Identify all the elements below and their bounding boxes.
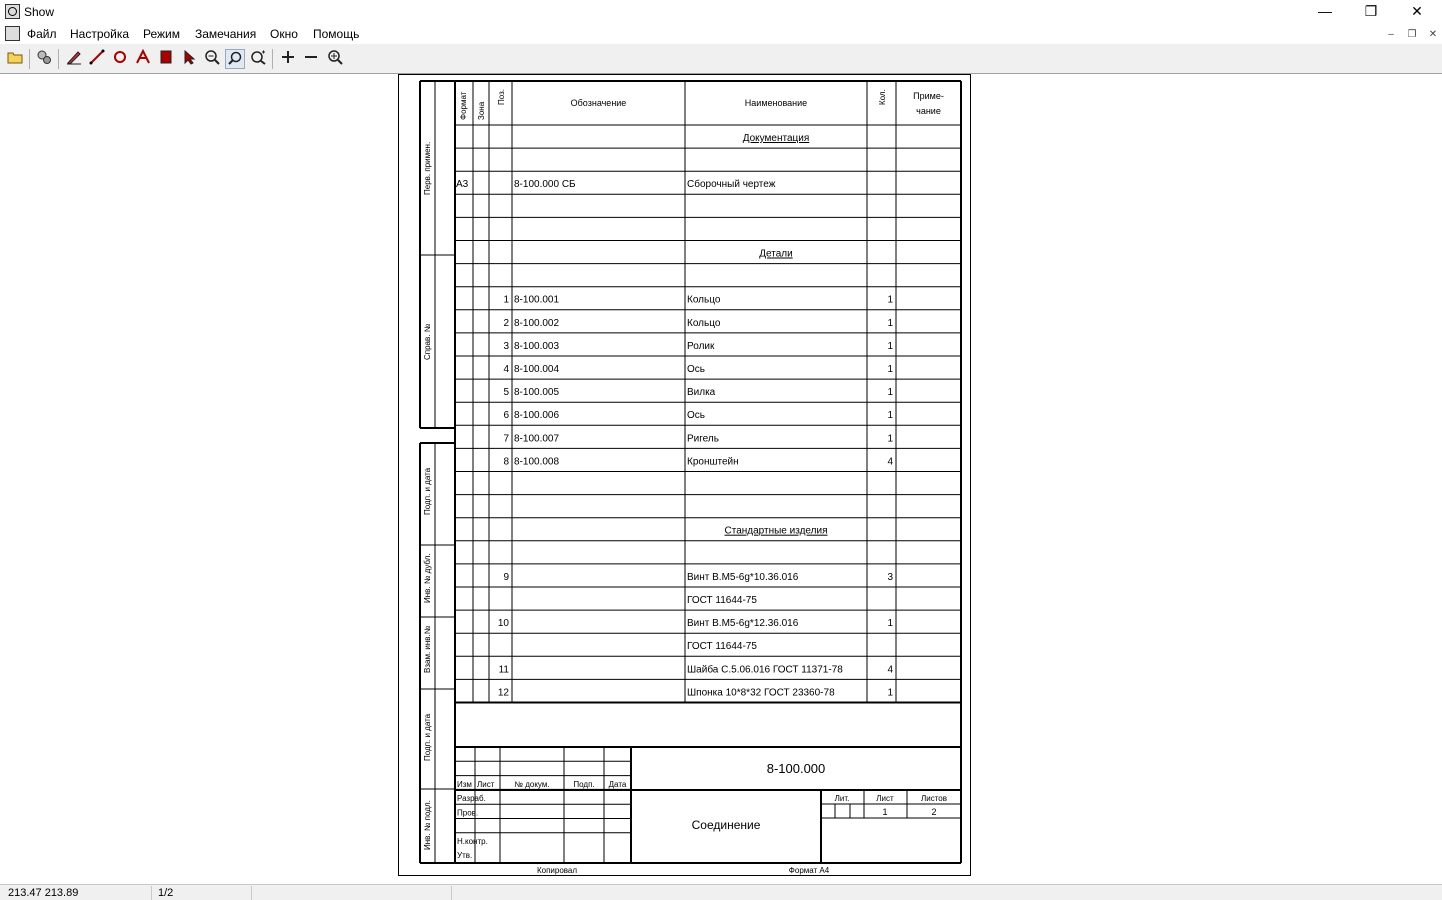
header-designation: Обозначение	[570, 98, 627, 108]
cell-quantity: 1	[887, 618, 893, 630]
cell-name: Кронштейн	[687, 456, 739, 468]
cell-designation: 8-100.005	[514, 387, 560, 399]
side-label: Инв. № подл.	[423, 800, 432, 850]
header-format: Формат	[459, 91, 468, 120]
drawing-sheet	[398, 74, 971, 876]
side-label: Инв. № дубл.	[423, 553, 432, 603]
cell-quantity: 4	[887, 664, 893, 676]
header-zone: Зона	[477, 101, 486, 120]
cell-quantity: 1	[887, 364, 893, 375]
title-bar	[0, 0, 1442, 24]
toolbar-separator	[29, 49, 30, 69]
cell-position: 7	[503, 433, 509, 445]
circle-icon[interactable]	[110, 49, 130, 69]
menu-file[interactable]: Файл	[27, 27, 57, 41]
cell-name: Ригель	[687, 433, 719, 445]
mdi-restore-button[interactable]: ❐	[1407, 29, 1417, 40]
cell-position: 6	[503, 410, 509, 422]
cell-name: Шайба С.5.06.016 ГОСТ 11371-78	[687, 664, 843, 676]
line-icon[interactable]	[87, 49, 107, 69]
footer-copied: Копировал	[536, 866, 578, 875]
footer-format: Формат А4	[788, 866, 830, 875]
pan-zoom-icon[interactable]	[225, 49, 245, 69]
cell-quantity: 1	[887, 387, 893, 399]
cell-name: Кольцо	[687, 294, 721, 306]
coordinates-readout: 213.47 213.89	[2, 886, 152, 900]
cell-quantity: 1	[887, 410, 893, 422]
window-title: Show	[24, 5, 55, 19]
cell-name: Винт В.М5-6g*12.36.016	[687, 618, 799, 630]
stamp-sheets: Листов	[921, 794, 947, 803]
header-name: Наименование	[744, 98, 808, 108]
cell-position: 4	[503, 364, 509, 375]
page-icon[interactable]	[156, 49, 176, 69]
mdi-minimize-button[interactable]: –	[1388, 29, 1394, 40]
cell-designation: 8-100.003	[514, 340, 560, 352]
menu-help[interactable]: Помощь	[313, 27, 360, 41]
cell-designation: 8-100.008	[514, 456, 560, 468]
cell-name: Сборочный чертеж	[687, 179, 776, 191]
cell-quantity: 1	[887, 340, 893, 352]
cell-position: 10	[497, 618, 509, 630]
mdi-close-button[interactable]: ✕	[1428, 29, 1438, 40]
text-icon[interactable]	[133, 49, 153, 69]
stamp-lit: Лит.	[834, 794, 850, 803]
plus-icon[interactable]	[278, 49, 298, 69]
app-icon[interactable]	[5, 4, 20, 19]
cell-position: 5	[503, 387, 509, 399]
stamp-sheet: Лист	[876, 794, 894, 803]
menu-remarks[interactable]: Замечания	[195, 27, 257, 41]
side-label: Взам. инв.№	[423, 625, 432, 673]
cell-name: Ось	[687, 410, 705, 422]
stamp-role: Пров.	[457, 808, 479, 818]
stamp-col: № докум.	[514, 779, 550, 789]
zoom-in-icon[interactable]	[248, 49, 268, 69]
toolbar-separator	[58, 49, 59, 69]
document-icon[interactable]	[5, 26, 20, 41]
cell-format: А3	[456, 179, 469, 191]
cell-quantity: 1	[887, 687, 893, 699]
toolbar-separator	[272, 49, 273, 69]
section-heading: Стандартные изделия	[724, 525, 828, 537]
cell-quantity: 1	[887, 294, 893, 306]
header-quantity: Кол.	[878, 89, 887, 105]
sheets-total: 2	[931, 807, 937, 817]
close-button[interactable]: ✕	[1411, 3, 1423, 19]
cell-designation: 8-100.001	[514, 294, 560, 306]
menu-settings[interactable]: Настройка	[70, 27, 130, 41]
cell-position: 9	[503, 571, 509, 583]
cell-name: Ролик	[687, 340, 715, 352]
minimize-button[interactable]: —	[1318, 3, 1332, 19]
menu-bar	[0, 24, 1442, 44]
cell-quantity: 1	[887, 317, 893, 329]
document-view[interactable]	[0, 74, 1442, 884]
minus-icon[interactable]	[301, 49, 321, 69]
cell-designation: 8-100.006	[514, 410, 560, 422]
cell-name: Шпонка 10*8*32 ГОСТ 23360-78	[687, 687, 835, 699]
status-pane	[452, 886, 1440, 900]
document-number: 8-100.000	[766, 761, 826, 776]
open-folder-icon[interactable]	[5, 49, 25, 69]
zoom-out-icon[interactable]	[202, 49, 222, 69]
side-label: Справ. №	[423, 323, 432, 360]
cell-quantity: 4	[887, 456, 893, 468]
cell-designation: 8-100.000 СБ	[514, 179, 576, 191]
settings-icon[interactable]	[34, 49, 54, 69]
side-label: Подп. и дата	[423, 467, 432, 515]
status-bar	[0, 884, 1442, 900]
status-pane	[252, 886, 452, 900]
stamp-col: Лист	[477, 779, 495, 789]
stamp-role: Разраб.	[457, 794, 486, 803]
stamp-col: Изм	[457, 779, 472, 789]
cell-position: 12	[497, 687, 509, 699]
cell-designation: 8-100.002	[514, 317, 560, 329]
stamp-col: Дата	[608, 779, 627, 789]
cell-designation: 8-100.004	[514, 364, 560, 375]
cell-name: Ось	[687, 364, 705, 375]
cell-position: 2	[503, 317, 509, 329]
header-note: чание	[916, 106, 941, 116]
document-title: Соединение	[691, 818, 761, 832]
cell-quantity: 1	[887, 433, 893, 445]
menu-mode[interactable]: Режим	[143, 27, 180, 41]
stamp-role: Утв.	[457, 851, 473, 861]
cell-name: Кольцо	[687, 317, 721, 329]
specification-drawing	[399, 75, 970, 875]
pencil-icon[interactable]	[64, 49, 84, 69]
stamp-role: Н.контр.	[457, 836, 488, 846]
cell-name: ГОСТ 11644-75	[687, 641, 757, 653]
cell-position: 8	[503, 456, 509, 468]
stamp-col: Подп.	[573, 779, 595, 789]
cell-position: 11	[498, 664, 509, 676]
maximize-button[interactable]: ❐	[1364, 3, 1378, 19]
cell-name: Вилка	[687, 387, 716, 399]
menu-window[interactable]: Окно	[270, 27, 298, 41]
side-label: Подп. и дата	[423, 713, 432, 761]
section-heading: Документация	[742, 133, 810, 144]
cell-designation: 8-100.007	[514, 433, 560, 445]
page-indicator: 1/2	[152, 886, 252, 900]
cell-position: 1	[503, 294, 509, 306]
cell-position: 3	[503, 340, 509, 352]
toolbar	[0, 44, 1442, 74]
cell-name: Винт В.М5-6g*10.36.016	[687, 571, 799, 583]
cell-quantity: 3	[887, 571, 893, 583]
pointer-icon[interactable]	[179, 49, 199, 69]
sheet-number: 1	[882, 807, 888, 817]
header-note: Приме-	[913, 91, 944, 101]
header-position: Поз.	[497, 89, 506, 105]
section-heading: Детали	[759, 248, 793, 260]
side-label: Перв. примен.	[423, 141, 432, 195]
cell-name: ГОСТ 11644-75	[687, 595, 757, 606]
zoom-fit-icon[interactable]	[325, 49, 345, 69]
